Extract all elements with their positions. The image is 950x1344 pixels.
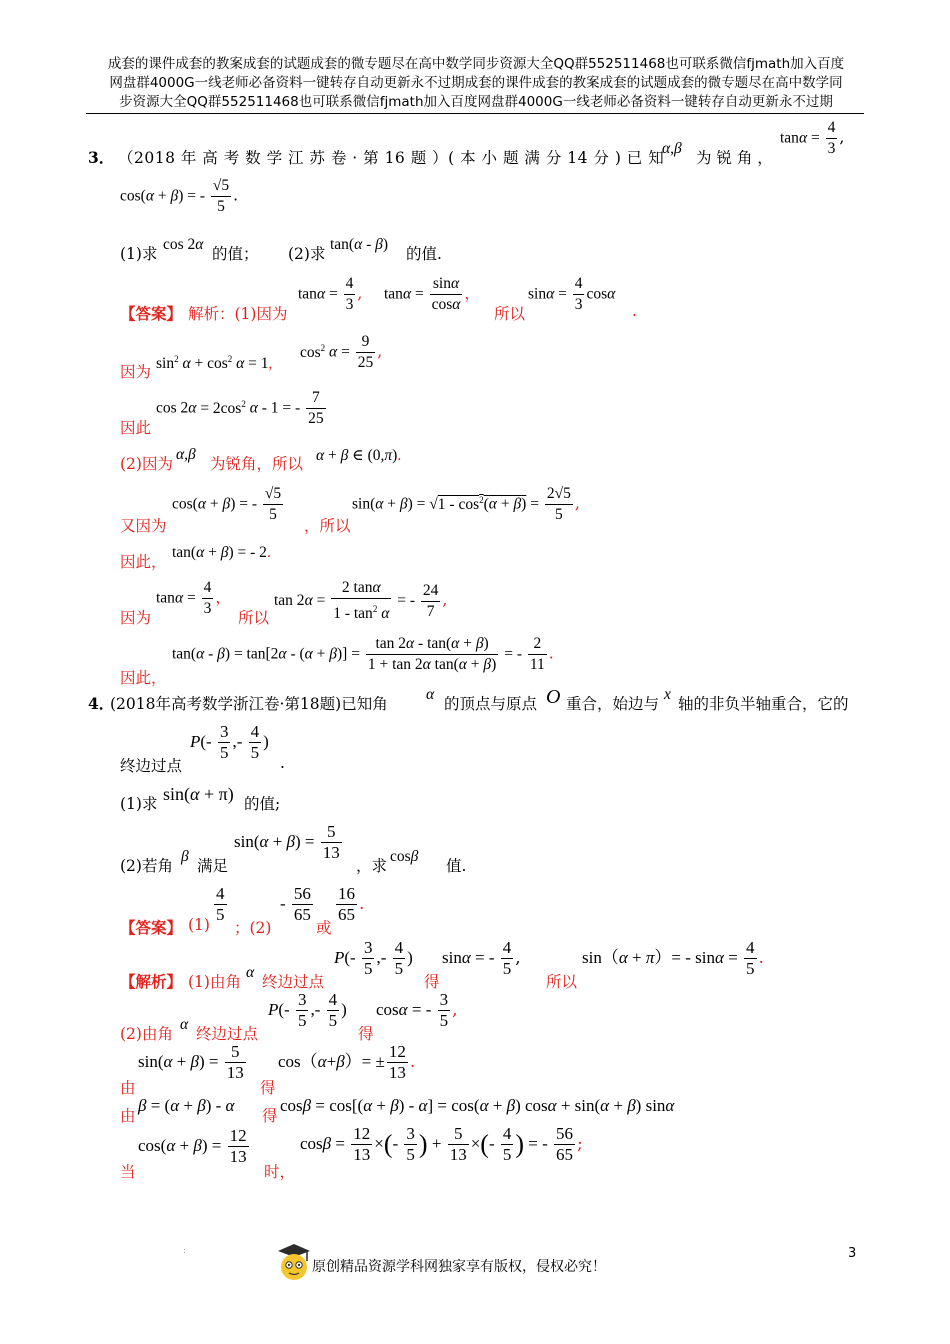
- a4-s2: (2)由角: [120, 1025, 173, 1043]
- a3-sin-rel: sinα = $\frac{4}{3}$ cosα: [528, 275, 616, 313]
- a3-range: α + β ∈ (0,π).: [316, 447, 402, 464]
- a3-tan2a: tan 2α = $\frac{2 \tan\alpha}{1 - \tan^2 \alpha}$ = - $\frac{24}{7}$ ,: [274, 579, 448, 623]
- a4-answer-tag: 【答案】: [120, 918, 183, 937]
- a4-you-1: 由: [120, 1079, 136, 1097]
- a3-pythag: $\sin^2 \alpha + \cos^2 \alpha = 1$,: [156, 354, 273, 373]
- a4-case: cos(α + β) = $\frac{12}{13}$: [138, 1126, 247, 1166]
- a4-ans3: $\frac{16}{65}$ .: [338, 884, 365, 924]
- q4-part2-mid: 满足: [197, 857, 229, 875]
- q4-sin-given: sin(α + β) = $\frac{5}{13}$: [234, 822, 340, 862]
- q3-acute: 为 锐 角 ，: [696, 149, 773, 167]
- a4-beta-rel: β = (α + β) - α: [138, 1096, 235, 1115]
- a3-part2-mid: 为锐角，所以: [210, 455, 304, 473]
- a3-cos2a-val: $\cos 2\alpha = 2\cos^2$ α - 1 = - $\frac{7}{25}$: [156, 389, 324, 427]
- a3-therefore-1: 因此: [120, 419, 152, 437]
- a4-s1: (1)由角: [188, 973, 241, 991]
- a4-cos-sum: cos（α+β）= ± $\frac{12}{13}$ .: [278, 1042, 416, 1082]
- q4-stem-4: 轴的非负半轴重合，它的: [678, 695, 849, 713]
- a3-sin-sum: $\sin(\alpha + \beta) = √1 - \cos^2(\overline{\alpha} + \overline{\beta})$ = $\frac{2√5}{5}$ ,: [352, 485, 580, 523]
- a4-ans2: - $\frac{56}{65}$: [280, 884, 311, 924]
- q3-alpha-beta: α,β: [662, 140, 682, 157]
- header-line-2: 网盘群4000G一线老师必备资料一键转存自动更新永不过期成套的课件成套的教案成套的试题成套的微专题尽在高中数学同: [109, 75, 843, 91]
- q4-part1-label: (1)求: [120, 795, 158, 813]
- a3-also: 又因为: [120, 517, 167, 535]
- header-divider: [86, 113, 864, 114]
- a4-alpha-2: α: [180, 1016, 189, 1033]
- a3-because-1: 因为: [120, 363, 152, 381]
- a3-tan-def: tanα = $\frac{\sin\alpha}{\cos\alpha}$ ，: [384, 275, 480, 313]
- q3-cos2a: cos 2α: [163, 236, 204, 253]
- a3-alpha-beta: α,β: [176, 446, 196, 463]
- a4-dang: 当: [120, 1163, 136, 1181]
- a3-answer-tag: 【答案】: [120, 304, 183, 323]
- a4-sin-val: sinα = - $\frac{4}{5}$ ,: [442, 938, 521, 978]
- q4-part2-label: (2)若角: [120, 857, 173, 875]
- a4-sin-pi: sin（α + π）= - sinα = $\frac{4}{5}$ .: [582, 938, 764, 978]
- a4-de-1: 得: [424, 973, 440, 991]
- a3-step1-label: 解析：(1)因为: [188, 305, 288, 323]
- q3-cos-given: cos(α + β) = - $\frac{√5}{5}$ .: [120, 177, 239, 215]
- a3-so-1: 所以: [494, 305, 526, 323]
- a4-part1: (1): [188, 916, 210, 934]
- a3-cos-sum: cos(α + β) = - $\frac{√5}{5}$: [172, 485, 282, 523]
- q3-part1-label: (1)求: [120, 245, 158, 263]
- header-line-1: 成套的课件成套的教案成套的试题成套的微专题尽在高中数学同步资源大全QQ群552511468也可联系微信fjmath加入百度: [107, 56, 845, 72]
- a3-tan-sum: tan(α + β) = - 2.: [172, 544, 271, 561]
- a4-analysis-tag: 【解析】: [120, 972, 183, 991]
- a3-because-2: 因为: [120, 609, 152, 627]
- a3-therefore-3: 因此，: [120, 669, 167, 687]
- a4-case-result: cosβ = $\frac{12}{13}$ ×(- $\frac{3}{5}$ ) + $\frac{5}{13}$ ×(- $\frac{4}{5}$ ) = - $\frac{56}{65}$ ;: [300, 1124, 583, 1164]
- a4-s1b: 终边过点: [262, 973, 325, 991]
- q3-tan-given: tanα = $\frac{4}{3}$ ,: [780, 119, 845, 157]
- q3-part2-label: (2)求: [288, 245, 326, 263]
- q3-tan-diff: tan(α - β): [330, 236, 389, 253]
- a4-point-2: P(- $\frac{3}{5}$ ,- $\frac{4}{5}$ ): [268, 990, 347, 1030]
- a4-sep: ；(2): [234, 919, 272, 937]
- q3-stem: （2018 年 高 考 数 学 江 苏 卷 · 第 16 题 ）( 本 小 题 满 分 14 分 ) 已 知: [118, 149, 665, 167]
- page-number: 3: [848, 1246, 857, 1261]
- q4-stem-3: 重合，始边与: [566, 695, 660, 713]
- q3-part1-post: 的值；: [212, 245, 259, 263]
- a4-sin-given: sin(α + β) = $\frac{5}{13}$: [138, 1042, 244, 1082]
- a3-so-2: ，所以: [304, 517, 351, 535]
- footer-dot: :: [183, 1246, 187, 1256]
- a3-therefore-2: 因此，: [120, 553, 167, 571]
- a4-alpha-1: α: [246, 964, 255, 981]
- q4-terminal: 终边过点: [120, 757, 183, 775]
- a3-so-3: 所以: [238, 609, 270, 627]
- q3-number: 3．: [88, 148, 115, 167]
- q3-part2-post: 的值.: [406, 245, 442, 263]
- a4-cosb-expand: cosβ = cos[(α + β) - α] = cos(α + β) cosα + sin(α + β) sinα: [280, 1096, 675, 1115]
- a3-final: tan(α - β) = tan[2α - (α + β)] = $\frac{\tan 2\alpha - \tan(\alpha + \beta)}{\text{1 + tan 2α tan(α + β)}}$ = - $\frac{2}{11}$ .: [172, 635, 554, 673]
- a3-tan-eq-2: tanα = $\frac{4}{3}$ ，: [156, 579, 231, 617]
- q4-alpha: α: [426, 686, 435, 703]
- a3-period-1: .: [632, 302, 637, 320]
- a3-part2-label: (2)因为: [120, 455, 173, 473]
- q4-beta: β: [181, 848, 189, 865]
- q4-point: P(- $\frac{3}{5}$ ,- $\frac{4}{5}$ ): [190, 722, 269, 762]
- a4-cos-val: cosα = - $\frac{3}{5}$ ,: [376, 990, 458, 1030]
- a3-tan-eq: tanα = $\frac{4}{3}$ ,: [298, 275, 363, 313]
- q4-part2-post: 值.: [446, 857, 467, 875]
- q4-part2-ask: ，求: [356, 857, 388, 875]
- q4-stem-2: 的顶点与原点: [444, 695, 538, 713]
- page-header: [86, 55, 866, 112]
- a4-or: 或: [316, 919, 332, 937]
- a4-point-1: P(- $\frac{3}{5}$ ,- $\frac{4}{5}$ ): [334, 938, 413, 978]
- a4-you-2: 由: [120, 1107, 136, 1125]
- q4-origin: O: [546, 686, 561, 708]
- mascot-logo-icon: [276, 1242, 312, 1282]
- header-line-3: 步资源大全QQ群552511468也可联系微信fjmath加入百度网盘群4000G一线老师必备资料一键转存自动更新永不过期: [119, 94, 833, 110]
- a4-shi: 时，: [264, 1163, 296, 1181]
- copyright-notice: 原创精品资源学科网独家享有版权，侵权必究！: [312, 1259, 606, 1275]
- q4-number: 4．: [88, 694, 115, 713]
- q4-part1-post: 的值;: [244, 795, 281, 813]
- a3-cos-sq: $\cos^2 \alpha$ = $\frac{9}{25}$ ,: [300, 333, 383, 371]
- a4-de-4: 得: [262, 1107, 278, 1125]
- a4-s2b: 终边过点: [196, 1025, 259, 1043]
- q4-cosb: cosβ: [390, 848, 419, 865]
- q4-sin-expr: sin(α + π): [163, 784, 234, 804]
- a4-de-2: 得: [358, 1025, 374, 1043]
- q4-stem-1: (2018年高考数学浙江卷·第18题)已知角: [110, 695, 388, 713]
- q4-period: .: [280, 754, 285, 772]
- a4-so: 所以: [546, 973, 578, 991]
- a4-de-3: 得: [260, 1079, 276, 1097]
- a4-ans1: $\frac{4}{5}$: [216, 884, 225, 924]
- q4-x: x: [664, 686, 671, 703]
